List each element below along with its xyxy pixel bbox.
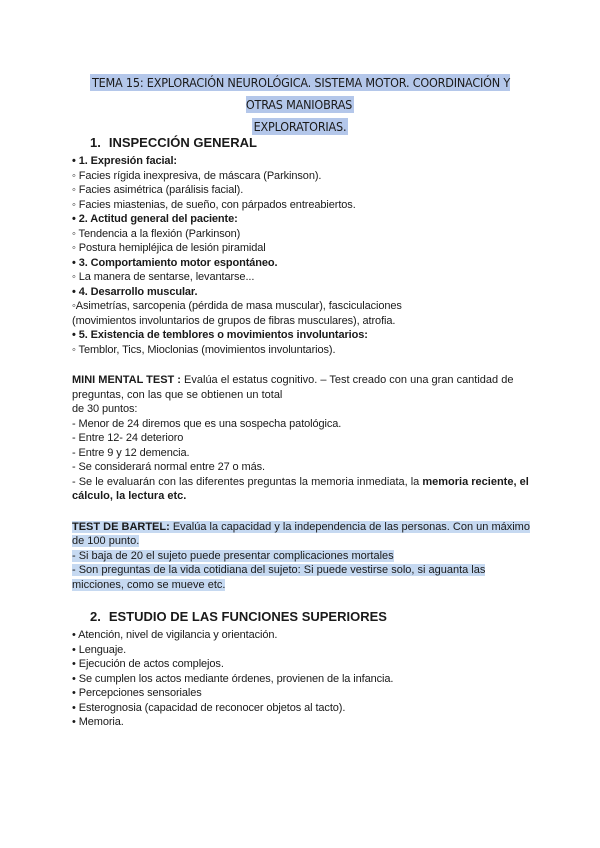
- section-1-list: [72, 154, 532, 357]
- bartel-item-text: - Son preguntas de la vida cotidiana del sujeto: Si puede vestirse solo, si aguanta las micciones, como se mueve etc.: [72, 564, 486, 591]
- mini-mental-last-text: - Se le evaluarán con las diferentes preguntas la memoria inmediata, la: [72, 475, 423, 488]
- list-item: ◦ La manera de sentarse, levantarse...: [72, 271, 255, 283]
- document-body: [72, 134, 532, 730]
- title-line-2: EXPLORATORIAS.: [253, 119, 347, 134]
- section-2-title: ESTUDIO DE LAS FUNCIONES SUPERIORES: [108, 609, 387, 624]
- list-item: - Entre 12- 24 deterioro: [72, 432, 184, 444]
- list-item: ◦ Tendencia a la flexión (Parkinson): [72, 227, 241, 240]
- list-item: • 1. Expresión facial:: [72, 155, 177, 167]
- bartel-intro-text: Evalúa la capacidad y la independencia de las personas. Con un máximo de 100 punto.: [72, 520, 530, 547]
- bartel-item-text: - Si baja de 20 el sujeto puede presentar complicaciones mortales: [72, 549, 394, 562]
- page-title: [80, 72, 520, 138]
- title-line-1: TEMA 15: EXPLORACIÓN NEUROLÓGICA. SISTEMA MOTOR. COORDINACIÓN Y OTRAS MANIOBRAS: [91, 75, 510, 112]
- mini-mental-intro-text: Evalúa el estatus cognitivo. – Test creado con una gran cantidad de preguntas, con las que se obtienen un total: [72, 374, 514, 401]
- section-2-list: [72, 628, 532, 730]
- list-item: [72, 549, 532, 564]
- mini-mental-intro: [72, 373, 532, 402]
- list-item: • Atención, nivel de vigilancia y orientación.: [72, 629, 278, 641]
- bartel-intro: [72, 520, 532, 549]
- list-item: • Se cumplen los actos mediante órdenes, provienen de la infancia.: [72, 672, 394, 685]
- list-item: • Memoria.: [72, 716, 124, 728]
- list-item: (movimientos involuntarios de grupos de fibras musculares), atrofia.: [72, 314, 396, 327]
- mini-mental-last-bold: memoria reciente, el cálculo, la lectura etc.: [72, 475, 529, 502]
- list-item: • 4. Desarrollo muscular.: [72, 285, 198, 298]
- section-2-number: 2.: [90, 609, 101, 624]
- mini-mental-line: de 30 puntos:: [72, 403, 138, 415]
- bartel-label: TEST DE BARTEL:: [72, 520, 170, 533]
- list-item: ◦Asimetrías, sarcopenia (pérdida de masa muscular), fasciculaciones: [72, 300, 402, 312]
- list-item: ◦ Temblor, Tics, Mioclonias (movimientos involuntarios).: [72, 343, 336, 356]
- list-item: ◦ Postura hemipléjica de lesión piramidal: [72, 242, 266, 254]
- list-item: • 3. Comportamiento motor espontáneo.: [72, 256, 278, 269]
- mini-mental-last: [72, 475, 532, 504]
- list-item: • 5. Existencia de temblores o movimientos involuntarios:: [72, 329, 368, 341]
- list-item: ◦ Facies asimétrica (parálisis facial).: [72, 184, 244, 196]
- list-item: • Percepciones sensoriales: [72, 687, 202, 699]
- list-item: - Menor de 24 diremos que es una sospecha patológica.: [72, 417, 342, 430]
- mini-mental-label: MINI MENTAL TEST :: [72, 374, 181, 386]
- list-item: ◦ Facies miastenias, de sueño, con párpados entreabiertos.: [72, 198, 356, 211]
- section-1-number: 1.: [90, 135, 101, 150]
- list-item: • 2. Actitud general del paciente:: [72, 213, 238, 225]
- list-item: • Lenguaje.: [72, 643, 127, 656]
- list-item: ◦ Facies rígida inexpresiva, de máscara (Parkinson).: [72, 169, 322, 182]
- bartel-section: [72, 520, 532, 593]
- list-item: - Entre 9 y 12 demencia.: [72, 446, 190, 459]
- section-2-heading: [90, 608, 532, 625]
- section-1-title: INSPECCIÓN GENERAL: [108, 135, 257, 150]
- list-item: • Esterognosia (capacidad de reconocer objetos al tacto).: [72, 701, 346, 714]
- list-item: • Ejecución de actos complejos.: [72, 658, 224, 670]
- list-item: - Se considerará normal entre 27 o más.: [72, 461, 265, 473]
- section-1-heading: [90, 134, 532, 151]
- mini-mental-section: [72, 373, 532, 504]
- list-item: [72, 563, 532, 592]
